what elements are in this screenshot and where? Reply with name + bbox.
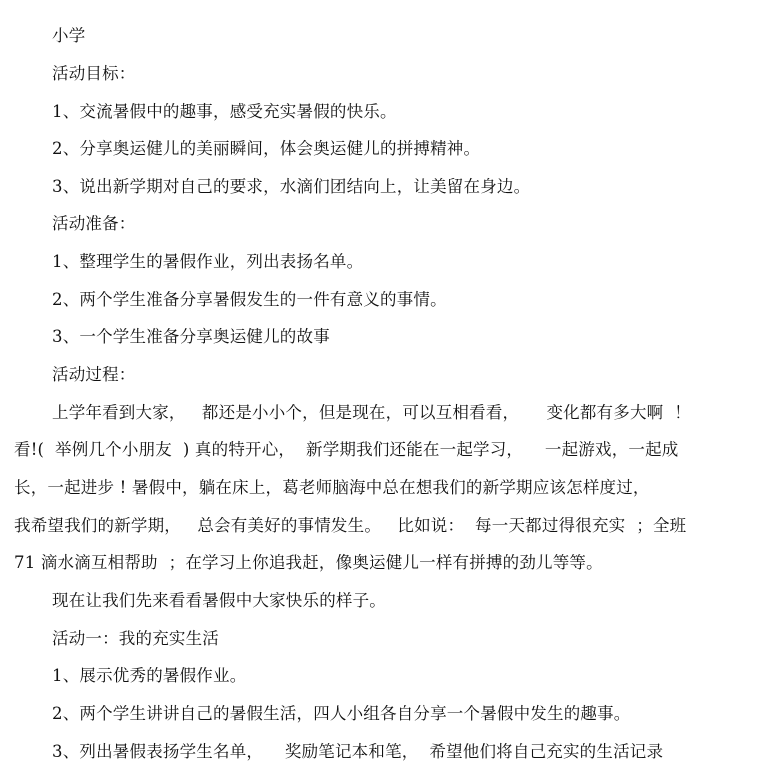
- activity-one-heading: 活动一：我的充实生活: [52, 629, 219, 648]
- process-paragraph-line-5: 71 滴水滴互相帮助 ；在学习上你追我赶，像奥运健儿一样有拼搏的劲儿等等。: [14, 553, 603, 572]
- goal-item-2: 2、分享奥运健儿的美丽瞬间，体会奥运健儿的拼搏精神。: [52, 139, 481, 158]
- goal-item-1: 1、交流暑假中的趣事，感受充实暑假的快乐。: [52, 102, 397, 121]
- section-heading-process: 活动过程：: [52, 365, 136, 384]
- transition-sentence: 现在让我们先来看看暑假中大家快乐的样子。: [52, 591, 386, 610]
- process-paragraph-line-2: 看!( 举例几个小朋友 ) 真的特开心， 新学期我们还能在一起学习， 一起游戏，一起成: [14, 440, 679, 459]
- process-paragraph-line-4: 我希望我们的新学期， 总会有美好的事情发生。 比如说： 每一天都过得很充实 ；全班: [14, 516, 687, 535]
- activity-one-item-3: 3、列出暑假表扬学生名单， 奖励笔记本和笔， 希望他们将自己充实的生活记录: [52, 742, 664, 761]
- preparation-item-1: 1、整理学生的暑假作业，列出表扬名单。: [52, 252, 364, 271]
- process-paragraph-line-3: 长，一起进步 ! 暑假中，躺在床上，葛老师脑海中总在想我们的新学期应该怎样度过，: [14, 478, 650, 497]
- activity-one-item-2: 2、两个学生讲讲自己的暑假生活，四人小组各自分享一个暑假中发生的趣事。: [52, 704, 631, 723]
- section-heading-goals: 活动目标：: [52, 64, 136, 83]
- preparation-item-3: 3、一个学生准备分享奥运健儿的故事: [52, 327, 330, 346]
- preparation-item-2: 2、两个学生准备分享暑假发生的一件有意义的事情。: [52, 290, 447, 309]
- section-heading-preparation: 活动准备：: [52, 214, 136, 233]
- activity-one-item-1: 1、展示优秀的暑假作业。: [52, 666, 247, 685]
- grade-label: 小学: [52, 26, 86, 45]
- process-paragraph-line-1: 上学年看到大家， 都还是小小个，但是现在，可以互相看看， 变化都有多大啊 ！: [52, 403, 691, 422]
- goal-item-3: 3、说出新学期对自己的要求，水滴们团结向上，让美留在身边。: [52, 177, 531, 196]
